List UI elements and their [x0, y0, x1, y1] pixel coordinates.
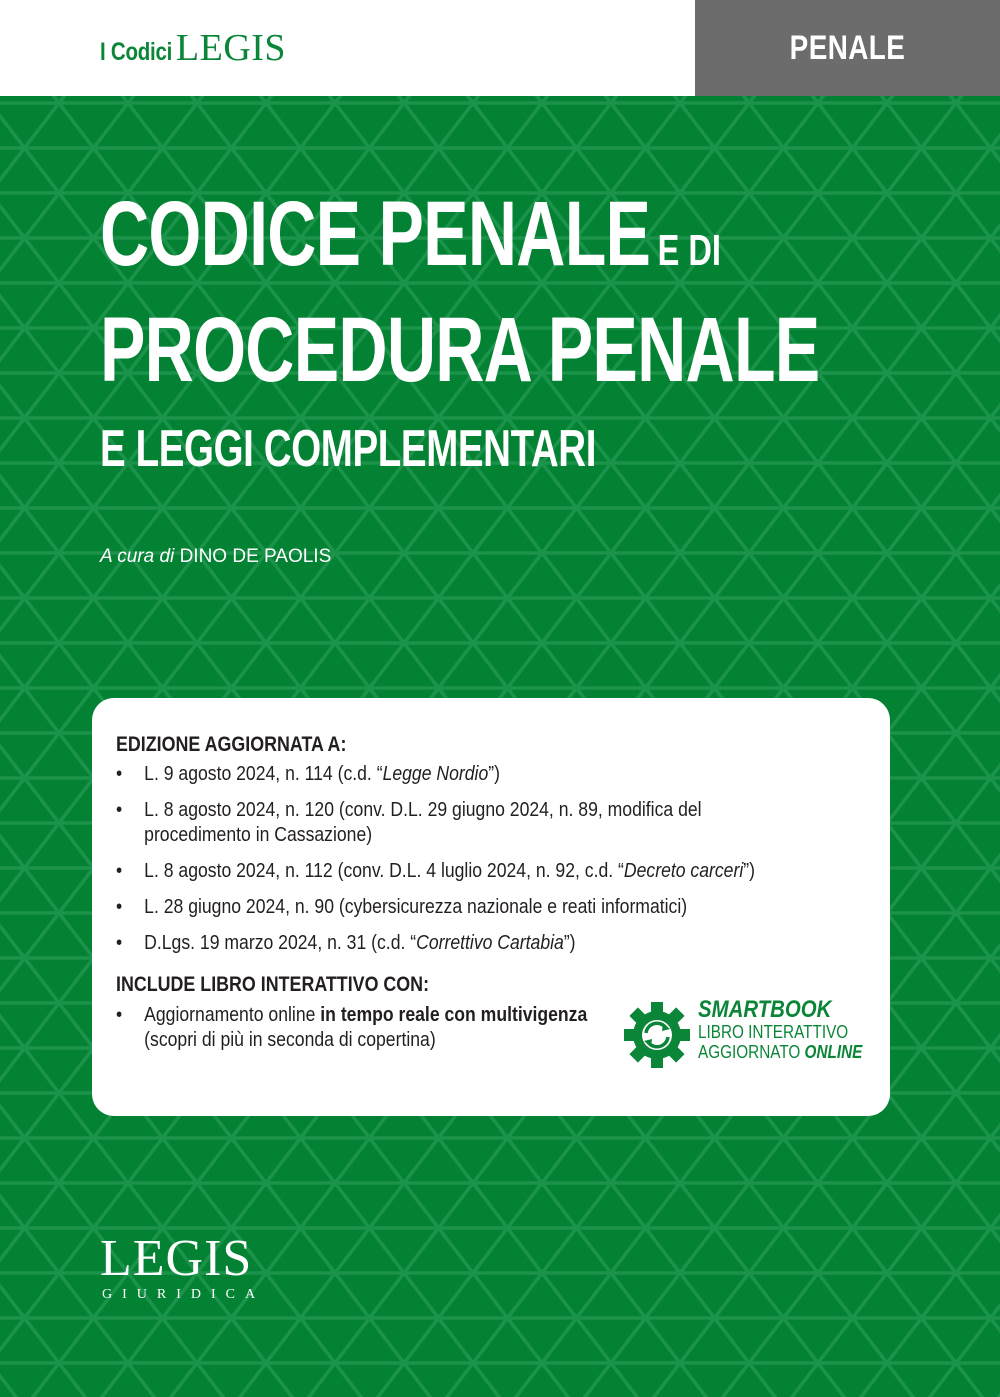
include-item: • Aggiornamento online in tempo reale con multivigenza (scopri di più in seconda di copertina): [116, 1003, 609, 1053]
smartbook-line-1: LIBRO INTERATTIVO: [698, 1022, 849, 1042]
publisher-subtitle: GIURIDICA: [102, 1287, 266, 1302]
updates-list: [116, 762, 876, 967]
includes-heading: INCLUDE LIBRO INTERATTIVO CON:: [116, 973, 430, 996]
update-item: • D.Lgs. 19 marzo 2024, n. 31 (c.d. “Correttivo Cartabia”): [116, 931, 785, 956]
gear-refresh-icon: [622, 1000, 692, 1070]
series-prefix: I Codici: [100, 38, 173, 66]
series-brand: LEGIS: [175, 27, 287, 69]
category-label: PENALE: [789, 28, 906, 67]
publisher-name: LEGIS: [100, 1230, 253, 1287]
editor-credit: [100, 546, 331, 568]
update-item: • L. 8 agosto 2024, n. 112 (conv. D.L. 4 luglio 2024, n. 92, c.d. “Decreto carceri”): [116, 859, 785, 884]
smartbook-badge: [622, 996, 882, 1070]
title-line-2: PROCEDURA PENALE: [100, 299, 820, 401]
title-line-1: [100, 183, 721, 285]
update-item: • L. 8 agosto 2024, n. 120 (conv. D.L. 29 giugno 2024, n. 89, modifica del procedimento in Cassazione): [116, 798, 767, 848]
smartbook-text: [698, 998, 862, 1062]
includes-list: [116, 1003, 636, 1053]
publisher-logo: [100, 1230, 266, 1303]
cover: [0, 96, 1000, 1397]
editor-label: A cura di: [100, 546, 175, 567]
title-conjunction: E DI: [657, 226, 721, 275]
smartbook-line-2: AGGIORNATO ONLINE: [698, 1042, 863, 1062]
title-main-1: CODICE PENALE: [100, 183, 651, 285]
updates-heading: EDIZIONE AGGIORNATA A:: [116, 733, 347, 756]
top-bar: [0, 0, 1000, 96]
info-box: [92, 698, 890, 1116]
subtitle: E LEGGI COMPLEMENTARI: [100, 420, 597, 478]
editor-name: DINO DE PAOLIS: [179, 546, 332, 567]
series-logo: [100, 26, 286, 70]
smartbook-title: SMARTBOOK: [698, 996, 832, 1023]
update-item: • L. 9 agosto 2024, n. 114 (c.d. “Legge Nordio”): [116, 762, 785, 787]
category-tab: [695, 0, 1000, 96]
update-item: • L. 28 giugno 2024, n. 90 (cybersicurezza nazionale e reati informatici): [116, 895, 785, 920]
